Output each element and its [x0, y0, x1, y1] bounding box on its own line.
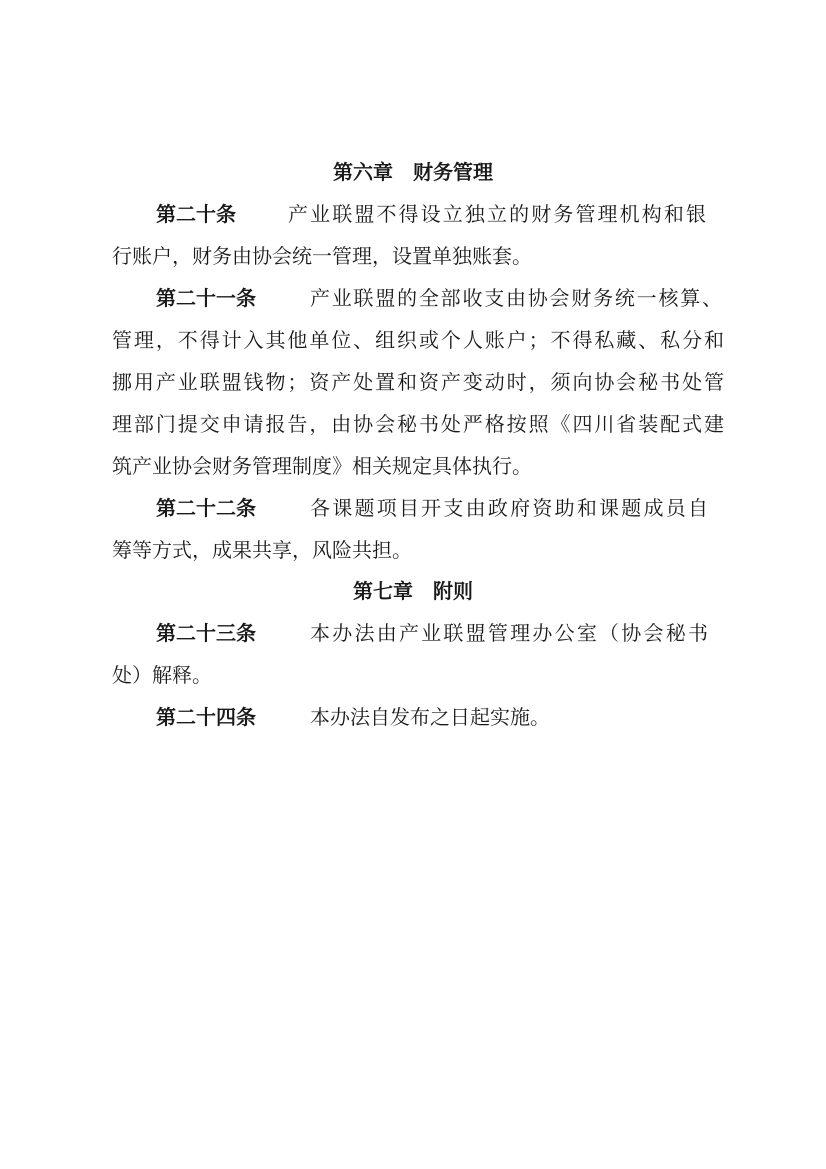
article-24-line-1 — [112, 703, 732, 745]
chapter-7-title: 第七章 附则 — [353, 579, 473, 603]
article-22-line-1 — [112, 494, 732, 536]
article-23-line-2 — [112, 661, 732, 703]
chapter-6-title: 第六章 财务管理 — [333, 160, 493, 184]
article-21-text-1: 产业联盟的全部收支由协会财务统一核算、 — [310, 286, 722, 310]
article-22-line-2 — [112, 536, 732, 578]
article-24-text-1: 本办法自发布之日起实施。 — [310, 705, 550, 729]
article-21-line-5 — [112, 452, 732, 494]
article-23-heading: 第二十三条 — [156, 621, 256, 645]
article-21-text-2: 管理，不得计入其他单位、组织或个人账户；不得私藏、私分和 — [112, 328, 724, 352]
article-20-line-1 — [112, 200, 732, 242]
article-20-text-2: 行账户，财务由协会统一管理，设置单独账套。 — [112, 244, 532, 268]
article-20-heading: 第二十条 — [156, 202, 236, 226]
article-24 — [112, 703, 732, 745]
article-21-text-3: 挪用产业联盟钱物；资产处置和资产变动时，须向协会秘书处管 — [112, 370, 724, 394]
article-21-text-4: 理部门提交申请报告，由协会秘书处严格按照《四川省装配式建 — [112, 412, 724, 436]
article-23-text-1: 本办法由产业联盟管理办公室（协会秘书 — [310, 621, 708, 645]
article-21-text-5: 筑产业协会财务管理制度》相关规定具体执行。 — [112, 454, 532, 478]
article-22-text-2: 筹等方式，成果共享，风险共担。 — [112, 538, 412, 562]
article-23 — [112, 619, 732, 703]
article-23-text-2: 处）解释。 — [112, 663, 212, 687]
article-21-line-4 — [112, 410, 732, 452]
article-21-line-2 — [112, 326, 732, 368]
article-20-line-2 — [112, 242, 732, 284]
article-22-text-1: 各课题项目开支由政府资助和课题成员自 — [310, 496, 708, 520]
article-21-line-3 — [112, 368, 732, 410]
article-21-heading: 第二十一条 — [156, 286, 256, 310]
article-22-heading: 第二十二条 — [156, 496, 256, 520]
article-24-heading: 第二十四条 — [156, 705, 256, 729]
article-23-line-1 — [112, 619, 732, 661]
article-21 — [112, 284, 732, 494]
article-22 — [112, 494, 732, 578]
article-20 — [112, 200, 732, 284]
article-21-line-1 — [112, 284, 732, 326]
article-20-text-1: 产业联盟不得设立独立的财务管理机构和银 — [288, 202, 706, 226]
